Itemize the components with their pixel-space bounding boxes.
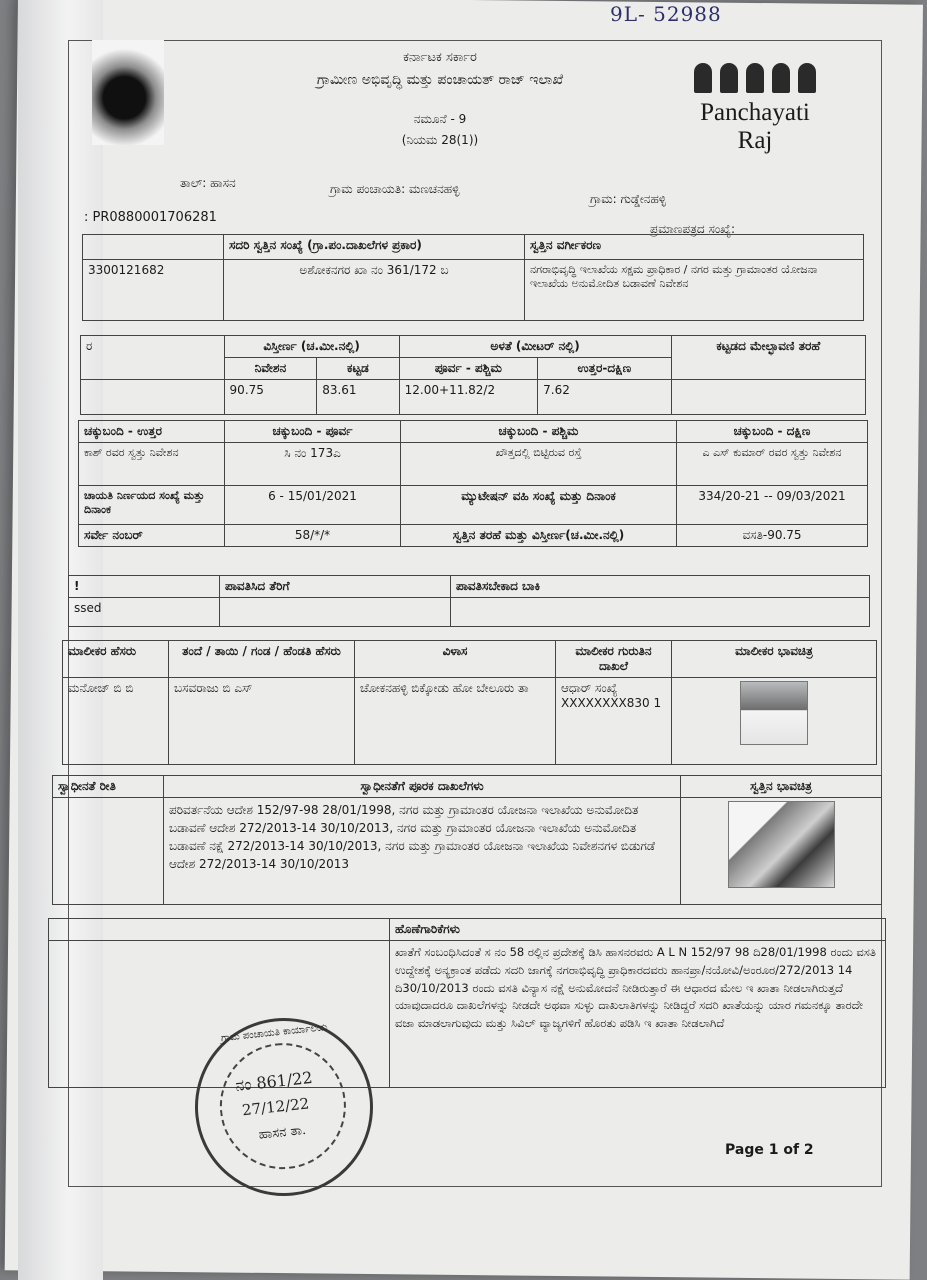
boundary-west-header: ಚಕ್ಕುಬಂದಿ - ಪಶ್ಚಿಮ xyxy=(401,421,677,443)
survey-value: 58/*/* xyxy=(225,525,401,547)
property-number-header: ಸದರಿ ಸ್ವತ್ತಿನ ಸಂಖ್ಯೆ (ಗ್ರಾ.ಪಂ.ದಾಖಲೆಗಳ ಪ್ರಕಾರ) xyxy=(224,235,525,260)
roof-type-header: ಕಟ್ಟಡದ ಮೇಲ್ಛಾವಣಿ ತರಹೆ xyxy=(671,336,866,380)
seal-ring-text: ಗ್ರಾಮ ಪಂಚಾಯತಿ ಕಾರ್ಯಾಲಯ xyxy=(220,1022,329,1045)
area-left-stub: ರ xyxy=(81,336,225,380)
area-header: ವಿಸ್ತೀರ್ಣ (ಚ.ಮೀ.ನಲ್ಲಿ) xyxy=(224,336,399,358)
owner-id-header: ಮಾಲೀಕರ ಗುರುತಿನ ದಾಖಲೆ xyxy=(556,641,672,678)
tax-paid-header: ಪಾವತಿಸಿದ ತೆರಿಗೆ xyxy=(220,576,451,598)
owner-parent-header: ತಂದೆ / ತಾಯಿ / ಗಂಡ / ಹೆಂಡತಿ ಹೆಸರು xyxy=(169,641,355,678)
boundary-north-header: ಚಕ್ಕುಬಂದಿ - ಉತ್ತರ xyxy=(79,421,225,443)
property-table xyxy=(82,234,864,321)
roof-type-value xyxy=(671,380,866,415)
tax-row-stub: ssed xyxy=(69,598,220,627)
owner-address: ಚೋಕನಹಳ್ಳಿ ಬಿಕ್ಕೋಡು ಹೋ ಬೇಲೂರು ತಾ xyxy=(355,678,556,765)
seal-number: ನಂ 861/22 xyxy=(234,1067,314,1095)
boundary-north: ಕಾಶ್ ರವರ ಸ್ವತ್ತು ನಿವೇಶನ xyxy=(79,443,225,486)
logo-text: Panchayati Raj xyxy=(700,99,810,154)
site-area-header: ನಿವೇಶನ xyxy=(224,358,317,380)
property-photo-header: ಸ್ವತ್ತಿನ ಭಾವಚಿತ್ರ xyxy=(681,776,882,798)
gram-panchayat-label: ಗ್ರಾಮ ಪಂಚಾಯತಿ: ಮಣಚನಹಳ್ಳಿ xyxy=(330,182,460,196)
property-type-value: ವಸತಿ-90.75 xyxy=(677,525,868,547)
boundary-east: ಸಿ ನಂ 173ಎ xyxy=(225,443,401,486)
owner-name: ಮನೋಜ್ ಬಿ ಬಿ xyxy=(63,678,169,765)
handwritten-reference: 9L- 52988 xyxy=(610,2,722,26)
page-number: Page 1 of 2 xyxy=(725,1142,814,1158)
mutation-value: 334/20-21 -- 09/03/2021 xyxy=(677,486,868,525)
govt-title: ಕರ್ನಾಟಕ ಸರ್ಕಾರ xyxy=(403,50,477,65)
owner-photo-header: ಮಾಲೀಕರ ಭಾವಚಿತ್ರ xyxy=(672,641,877,678)
owner-id-proof: ಆಧಾರ್ ಸಂಖ್ಯೆ XXXXXXXX830 1 xyxy=(556,678,672,765)
possession-mode-header: ಸ್ವಾಧೀನತೆ ರೀತಿ xyxy=(53,776,164,798)
seal-place: ಹಾಸನ ತಾ. xyxy=(258,1122,307,1143)
owner-photo xyxy=(740,681,808,745)
liabilities-table xyxy=(48,918,886,1088)
people-icon xyxy=(680,55,830,93)
state-emblem-icon xyxy=(92,40,164,145)
boundaries-table xyxy=(78,420,868,547)
seal-date: 27/12/22 xyxy=(241,1094,311,1120)
boundary-east-header: ಚಕ್ಕುಬಂದಿ - ಪೂರ್ವ xyxy=(225,421,401,443)
owner-name-header: ಮಾಲೀಕರ ಹೆಸರು xyxy=(63,641,169,678)
property-number: ಅಶೋಕನಗರ ಖಾ ನಂ 361/172 ಬ xyxy=(224,260,525,321)
tax-table xyxy=(68,575,870,627)
east-west-header: ಪೂರ್ವ - ಪಶ್ಚಿಮ xyxy=(399,358,537,380)
possession-docs-header: ಸ್ವಾಧೀನತೆಗೆ ಪೂರಕ ದಾಖಲೆಗಳು xyxy=(164,776,681,798)
village-label: ಗ್ರಾಮ: ಗುಡ್ಡೇನಹಳ್ಳಿ xyxy=(590,192,667,206)
liabilities-header: ಹೊಣೆಗಾರಿಕೆಗಳು xyxy=(390,919,886,941)
area-table xyxy=(80,335,866,415)
resolution-label: ಚಾಯತಿ ನಿರ್ಣಯದ ಸಂಖ್ಯೆ ಮತ್ತು ದಿನಾಂಕ xyxy=(79,486,225,525)
owner-parent: ಬಸವರಾಜು ಬಿ ಎಸ್ xyxy=(169,678,355,765)
owner-table xyxy=(62,640,877,765)
boundary-south-header: ಚಕ್ಕುಬಂದಿ - ದಕ್ಷಿಣ xyxy=(677,421,868,443)
classification-header: ಸ್ವತ್ತಿನ ವರ್ಗೀಕರಣ xyxy=(525,235,864,260)
rule-number: (ನಿಯಮ 28(1)) xyxy=(401,133,479,147)
taluk-label: ತಾಲ್: ಹಾಸನ xyxy=(180,176,236,190)
tax-stub: ! xyxy=(69,576,220,598)
possession-table xyxy=(52,775,882,905)
dept-title: ಗ್ರಾಮೀಣ ಅಭಿವೃದ್ಧಿ ಮತ್ತು ಪಂಚಾಯತ್ ರಾಜ್ ಇಲಾಖೆ xyxy=(316,72,564,88)
resolution-value: 6 - 15/01/2021 xyxy=(225,486,401,525)
tax-due-header: ಪಾವತಿಸಬೇಕಾದ ಬಾಕಿ xyxy=(451,576,870,598)
building-area-header: ಕಟ್ಟಡ xyxy=(317,358,399,380)
boundary-west: ಖೌತ್ತದಲ್ಲಿ ಬಿಟ್ಟಿರುವ ರಸ್ತೆ xyxy=(401,443,677,486)
property-type-label: ಸ್ವತ್ತಿನ ತರಹೆ ಮತ್ತು ವಿಸ್ತೀರ್ಣ(ಚ.ಮೀ.ನಲ್ಲಿ) xyxy=(401,525,677,547)
building-area-value: 83.61 xyxy=(317,380,399,415)
north-south-value: 7.62 xyxy=(538,380,671,415)
property-id: : PR0880001706281 xyxy=(84,210,217,225)
north-south-header: ಉತ್ತರ-ದಕ್ಷಿಣ xyxy=(538,358,671,380)
form-number: ನಮೂನೆ - 9 xyxy=(413,112,467,126)
boundary-south: ಎ ಎಸ್ ಕುಮಾರ್ ರವರ ಸ್ವತ್ತು ನಿವೇಶನ xyxy=(677,443,868,486)
property-classification: ನಗರಾಭಿವೃದ್ಧಿ ಇಲಾಖೆಯ ಸಕ್ಷಮ ಪ್ರಾಧಿಕಾರ / ನಗರ ಮತ್ತು ಗ್ರಾಮಾಂತರ ಯೋಜನಾ ಇಲಾಖೆಯ ಅನುಮೋದಿತ ಬಡಾವಣೆ ನಿವೇಶನ xyxy=(525,260,864,321)
property-photo xyxy=(728,801,835,888)
possession-documents: ಪರಿವರ್ತನೆಯ ಆದೇಶ 152/97-98 28/01/1998, ನಗರ ಮತ್ತು ಗ್ರಾಮಾಂತರ ಯೋಜನಾ ಇಲಾಖೆಯ ಅನುಮೋದಿತ ಬಡಾವಣೆ ಆದೇಶ 272/2013-14 30/10/2013, ನಗರ ಮತ್ತು ಗ್ರಾಮಾಂತರ ಯೋಜನಾ ಇಲಾಖೆಯ ಅನುಮೋದಿತ ಬಡಾವಣೆ ನಕ್ಷೆ 272/2013-14 30/10/2013, ನಗರ ಮತ್ತು ಗ್ರಾಮಾಂತರ ಯೋಜನಾ ಇಲಾಖೆಯ ನಿವೇಶನಗಳ ಬಿಡುಗಡೆ ಆದೇಶ 272/2013-14 30/10/2013 xyxy=(164,798,681,905)
dimension-header: ಅಳತೆ (ಮೀಟರ್ ನಲ್ಲಿ) xyxy=(399,336,671,358)
site-area-value: 90.75 xyxy=(224,380,317,415)
east-west-value: 12.00+11.82/2 xyxy=(399,380,537,415)
property-id-partial: 3300121682 xyxy=(83,260,224,321)
panchayati-raj-logo xyxy=(680,55,830,155)
certificate-number-label: ಪ್ರಮಾಣಪತ್ರದ ಸಂಖ್ಯೆ: xyxy=(650,222,736,236)
survey-label: ಸರ್ವೇ ನಂಬರ್ xyxy=(79,525,225,547)
liabilities-text: ಖಾತೆಗೆ ಸಂಬಂಧಿಸಿದಂತೆ ಸ ನಂ 58 ರಲ್ಲಿನ ಪ್ರದೇಶಕ್ಕೆ ಡಿಸಿ ಹಾಸನರವರು A L N 152/97 98 ದಿ28/01/1998 ರಂದು ವಸತಿ ಉದ್ದೇಶಕ್ಕೆ ಅನ್ಯಕ್ರಾಂತ ಪಡೆದು ಸದರಿ ಜಾಗಕ್ಕೆ ನಗರಾಭಿವೃದ್ಧಿ ಪ್ರಾಧಿಕಾರದವರು ಹಾನಪ್ರಾ/ನಯೋವಿ/ಅಂರೂರ/272/2013 14 ದಿ30/10/2013 ರಂದು ವಸತಿ ವಿನ್ಯಾಸ ನಕ್ಷೆ ಅನುಮೋದನೆ ನೀಡಿರುತ್ತಾರೆ ಈ ಆಧಾರದ ಮೇಲ ಇ ಖಾತಾ ನೀಡಲಾಗಿರುತ್ತದೆ ಯಾವುದಾದರೂ ದಾಖಲೆಗಳನ್ನು ನೀಡದೇ ಅಥವಾ ಸುಳ್ಳು ದಾಖಲಾತಿಗಳನ್ನು ನೀಡಿದ್ದರೆ ಸದರಿ ಖಾತೆಯನ್ನು ಯಾರ ಗಮನಕ್ಕೂ ತಾರದೇ ವಜಾ ಮಾಡಲಾಗುವುದು ಮತ್ತು ಸಿವಿಲ್ ವ್ಯಾಜ್ಯಗಳಿಗೆ ಹೊರತು ಪಡಿಸಿ ಇ ಖಾತಾ ನೀಡಲಾಗಿದೆ xyxy=(390,941,886,1088)
owner-address-header: ವಿಳಾಸ xyxy=(355,641,556,678)
mutation-label: ಮ್ಯುಟೇಷನ್ ವಹಿ ಸಂಖ್ಯೆ ಮತ್ತು ದಿನಾಂಕ xyxy=(401,486,677,525)
